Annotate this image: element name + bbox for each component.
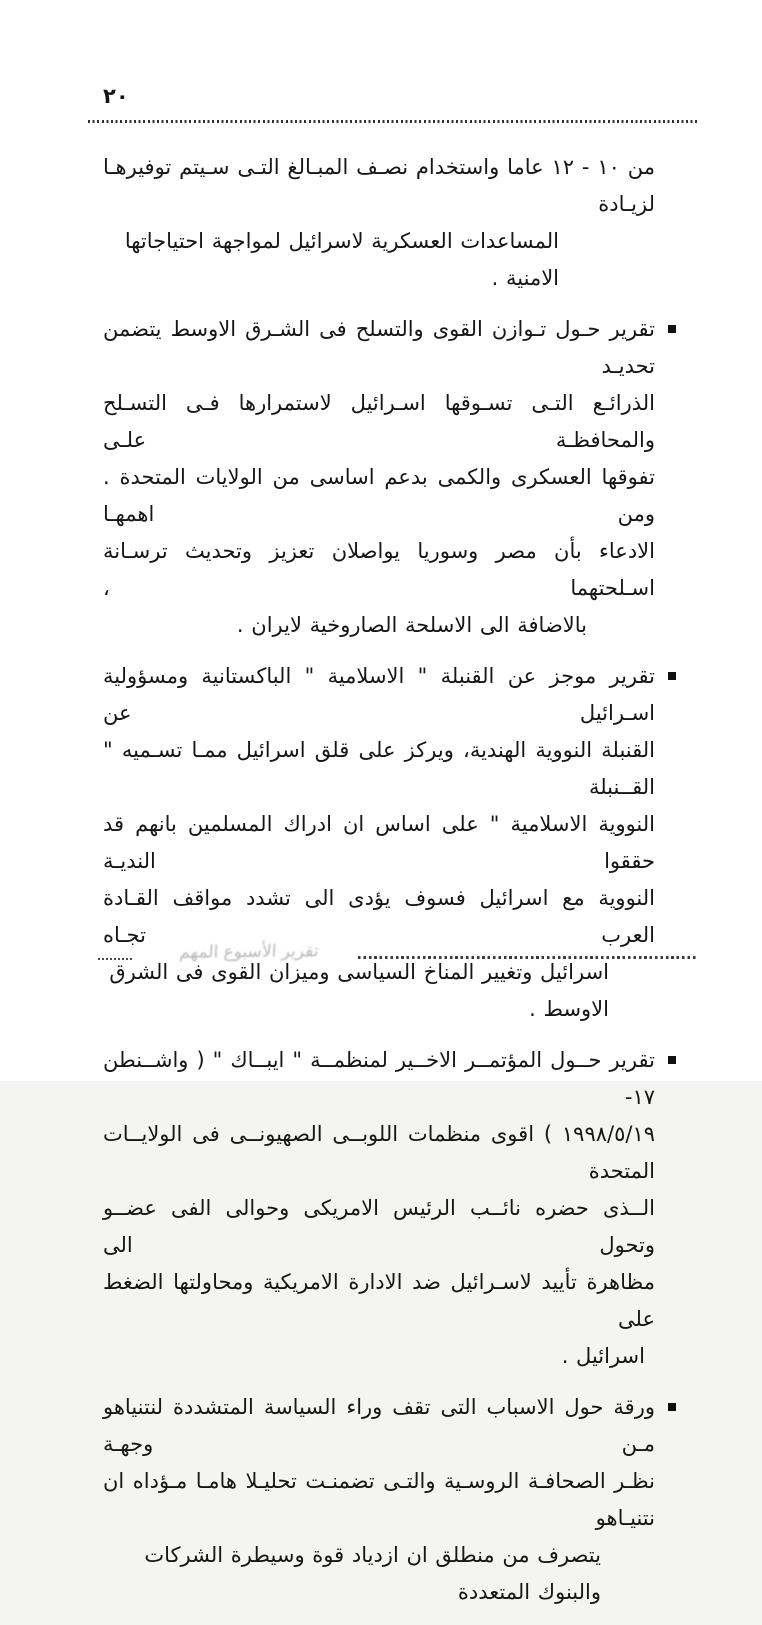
paragraph-4 <box>103 1042 655 1375</box>
text-line: من ١٠ - ١٢ عاما واستخدام نصـف المبـالغ التـى سـيتم توفيرهـا لزيـادة <box>103 155 655 216</box>
text-line: تفوقها العسكرى والكمى بدعم اساسى من الولايات المتحدة . ومن اهمهـا <box>103 465 655 526</box>
footer-faint-stamp-text: تقرير الأسبوع المهم <box>178 941 320 963</box>
page-number: ٢٠ <box>103 84 129 108</box>
text-line: تقرير موجز عن القنبلة " الاسلامية " الباكستانية ومسؤولية اسـرائيل عن <box>103 664 655 725</box>
footer-dotted-rule-right <box>358 956 696 959</box>
text-line: القنبلة النووية الهندية، ويركز على قلق اسرائيل ممـا تسـميه " القــنبلة <box>103 738 655 799</box>
text-line: تقرير حـول تـوازن القوى والتسلح فى الشـرق الاوسط يتضمن تحديـد <box>103 317 655 378</box>
text-line: اسرائيل . <box>561 1344 645 1368</box>
page-footer <box>0 938 762 986</box>
paragraph-2 <box>103 311 655 644</box>
text-line: المساعدات العسكرية لاسرائيل لمواجهة احتياجاتها الامنية . <box>124 229 559 290</box>
footer-dotted-rule-left <box>98 958 134 960</box>
text-line: ورقة حول الاسباب التى تقف وراء السياسة المتشددة لنتنياهو مـن وجهـة <box>103 1395 655 1456</box>
text-line: الذرائـع التـى تسـوقها اسـرائيل لاستمرارها فـى التسـلح والمحافظـة علـى <box>103 391 655 452</box>
paragraph-5 <box>103 1389 655 1611</box>
bullet-square-icon <box>668 1403 676 1411</box>
text-line: النووية الاسلامية " على اساس ان ادراك المسلمين بانهم قد حققوا النديـة <box>103 812 655 873</box>
text-line: مظاهرة تأييد لاسـرائيل ضد الادارة الامريكية ومحاولتها الضغط على <box>103 1270 655 1331</box>
text-line: ١٩٩٨/٥/١٩ ) اقوى منظمات اللوبــى الصهيونــى فى الولايــات المتحدة <box>103 1122 655 1183</box>
bullet-square-icon <box>668 672 676 680</box>
text-line: نظـر الصحافـة الروسـية والتـى تضمنـت تحليـلا هامـا مـؤداه ان نتنيـاهو <box>103 1469 655 1530</box>
text-line: اسرائيل وتغيير المناخ السياسى وميزان القوى فى الشرق الاوسط . <box>109 960 609 1021</box>
bullet-square-icon <box>668 1056 676 1064</box>
paragraph-1 <box>103 149 655 297</box>
text-line: الــذى حضره نائــب الرئيس الامريكى وحوالى الفى عضــو وتحول الى <box>103 1196 655 1257</box>
bullet-square-icon <box>668 325 676 333</box>
text-line: الادعاء بأن مصر وسوريا يواصلان تعزيز وتحديث ترسـانة اسـلحتهما ، <box>103 539 655 600</box>
header-dotted-rule <box>88 120 700 123</box>
text-line: بالاضافة الى الاسلحة الصاروخية لايران . <box>236 613 587 637</box>
text-line: تقرير حــول المؤتمــر الاخــير لمنظمــة " ايبــاك " ( واشــنطن ١٧- <box>103 1048 655 1109</box>
text-line: يتصرف من منطلق ان ازدياد قوة وسيطرة الشركات والبنوك المتعددة <box>144 1543 601 1604</box>
text-line: النووية مع اسرائيل فسوف يؤدى الى تشدد مواقف القـادة العرب تجـاه <box>103 886 655 947</box>
content-area <box>103 149 655 1625</box>
